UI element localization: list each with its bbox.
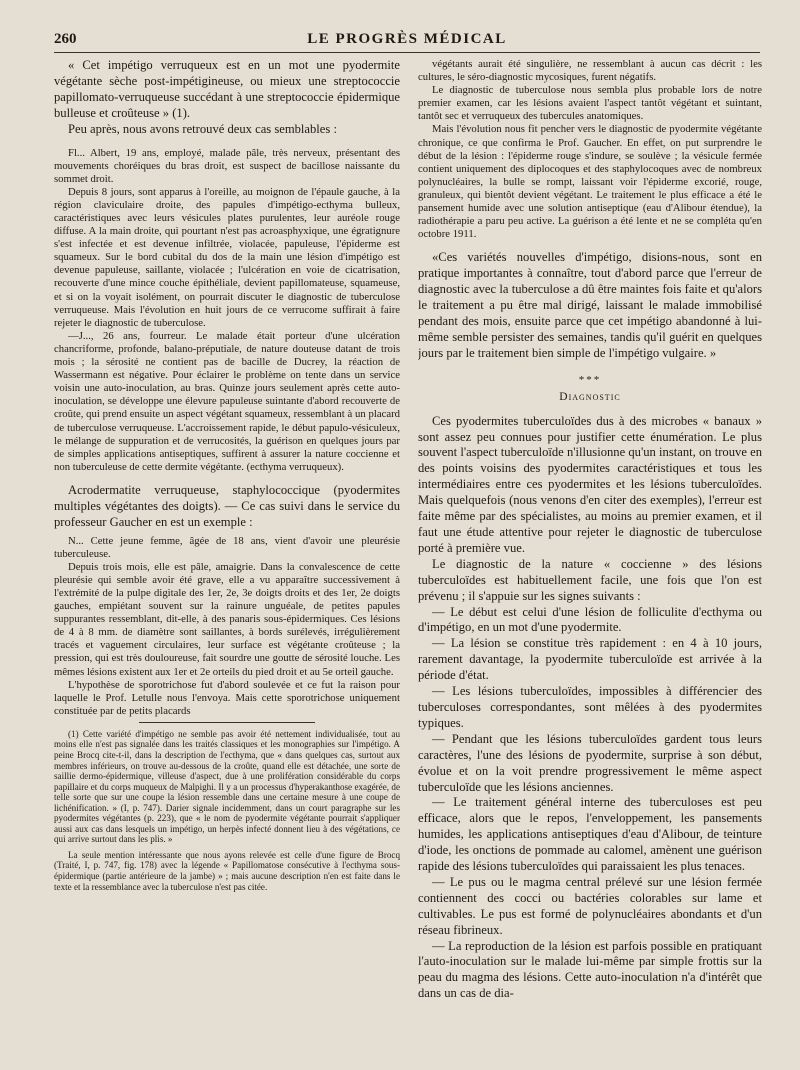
page-number: 260 <box>54 31 77 47</box>
diagnostic-paragraph-1: Ces pyodermites tuberculoïdes dus à des microbes « banaux » sont assez peu connues pour justifier cette énumération. Le plus souvent l'aspect tuberculoïde n'illusionne qu'un instant, on trouve en des points voisins des pyodermites caractéristiques et tous les intermédiaires entre ces pyodermites et les lésions tuberculoïdes. Mais quelquefois (nous venons d'en citer des exemples), l'erreur est faite même par des spécialistes, au moins au premier examen, et il faut une étude attentive pour rejeter le diagnostic de tuberculose porté à première vue. <box>418 413 762 555</box>
diagnostic-sign-7: — La reproduction de la lésion est parfois possible en pratiquant l'auto-inoculation sur le malade lui-même par simple frottis sur la peau du magma des lésions. Cette auto-inoculation n'a d'intérêt que dans un cas de dia- <box>418 938 762 1001</box>
closing-quote-paragraph: «Ces variétés nouvelles d'impétigo, disions-nous, sont en pratique importantes à connaître, tout d'abord parce que l'erreur de diagnostic avec la tuberculose a dû être maintes fois faite et qu'alors le traitement a pu être mal dirigé, laissant le malade immobilisé pendant des mois, ensuite parce que cet impétigo abandonné à lui-même semble persister des semaines, tandis qu'il guérit en quelques jours par le traitement bien simple de l'impétigo vulgaire. » <box>418 250 762 360</box>
evolution-paragraph: Mais l'évolution nous fit pencher vers le diagnostic de pyodermite végétante chronique, ce que confirma le Prof. Gaucher. En effet, on put surprendre le début de la lésion : l'épiderme rouge s'indure, se soulève ; la vésicule fermée contient uniquement des diplocoques et des staphylocoques avec de nombreux polynucléaires, la bulle se rompt, laissant voir l'épiderme excorié, rouge, granuleux, qui bientôt devient végétant. Le traitement le plus efficace a été le pansement humide avec une solution antiseptique (eau d'Alibour étendue), la radiothérapie a paru peu active. La guérison a été lente et ne se compléta qu'en octobre 1911. <box>418 123 762 241</box>
case1-paragraph-2: Depuis 8 jours, sont apparus à l'oreille, au moignon de l'épaule gauche, à la région claviculaire droite, des papules d'impétigo-ecthyma bulleux, caractéristiques avec leurs vésicules plates purulentes, leur auréole rouge diffuse. A la main droite, qui pourtant n'est pas acroasphyxique, une égratignure s'est infectée et est devenue infiltrée, violacée, papuleuse, l'épiderme est squameux. Sur le bord cubital du dos de la main une lésion d'impétigo est devenue papuleuse, saillante, violacée ; l'ulcération en voie de cicatrisation, recouverte d'une mince couche épithéliale, devient papillomateuse, squameuse, et si on la voyait isolément, on pourrait discuter le diagnostic de tuberculose verruqueuse. Mais l'évolution en huit jours de ce verrucome suffirait à faire rejeter le diagnostic de tuberculose. <box>54 185 400 329</box>
running-title: LE PROGRÈS MÉDICAL <box>307 31 507 47</box>
case2-paragraph: —J..., 26 ans, fourreur. Le malade était porteur d'une ulcération chancriforme, profonde, balano-préputiale, de nature douteuse datant de trois mois ; la sérosité ne contient pas de bacille de Ducrey, la réaction de Wassermann est négative. Pour éclairer le problème on tente dans un service voisin une auto-inoculation, au bras. Quinze jours seulement après cette auto-inoculation, se développe une élevure papuleuse suintante d'abord recouverte de croûte, qui prend ensuite un aspect végétant squameux, ressemblant à un placard de tuberculose verruqueuse. L'accroissement rapide, le début papulo-vésiculeux, le mélange de suppuration et de verrucosités, la guérison en quelques jours par de simples applications antiseptiques, suffirent à assurer la nature coccienne et non tuberculeuse de cette dermite végétante. (ecthyma verruqueux). <box>54 329 400 473</box>
quote-paragraph: « Cet impétigo verruqueux est en un mot une pyodermite végétante sèche post-impétigineuse, ou mieux une streptococcie papillomato-verruqueuse succédant à une streptococcie épidermique bulleuse et croûteuse » (1). <box>54 58 400 120</box>
right-column <box>418 58 762 1058</box>
diagnosis-paragraph: Le diagnostic de tuberculose nous sembla plus probable lors de notre premier examen, car les lésions avaient l'aspect tantôt végétant et suintant, tantôt sec et verruqueux des tubercules anatomiques. <box>418 84 762 123</box>
footnote-1: (1) Cette variété d'impétigo ne semble pas avoir été nettement individualisée, tout au moins elle n'est pas signalée dans les traités classiques et les monographies sur l'impétigo. A peine Brocq cite-t-il, dans la description de l'ecthyma, que « dans quelques cas, surtout aux membres inférieurs, on trouve au-dessous de la croûte, quand elle est détachée, une sorte de saillie dermo-épidermique, villeuse d'aspect, due à une prolifération considérable du corps papillaire et du corps muqueux de Malpighi. Il y a un processus d'hyperakanthose exagérée, de telle sorte que sur une coupe la lésion ressemble dans une certaine mesure à une coupe de lichénification. » (I, p. 747). Darier signale incidemment, dans un court paragraphe sur les pyodermites végétantes (p. 223), que « le nom de pyodermite végétante pourrait s'appliquer aussi aux cas dans lesquels un impétigo, un herpès infecté donnent lieu à des végétations, ce qui arrive surtout dans les plis. » <box>54 728 400 845</box>
page-header <box>54 31 760 51</box>
case3-paragraph: N... Cette jeune femme, âgée de 18 ans, vient d'avoir une pleurésie tuberculeuse. <box>54 534 400 560</box>
diagnostic-paragraph-2: Le diagnostic de la nature « coccienne » des lésions tuberculoïdes est habituellement facile, une fois que l'on est prévenu ; il s'appuie sur les signes suivants : <box>418 556 762 603</box>
case3-paragraph-3: L'hypothèse de sporotrichose fut d'abord soulevée et ce fut la raison pour laquelle le Prof. Letulle nous l'envoya. Mais cette sporotrichose uniquement constituée par de petits placards <box>54 678 400 717</box>
diagnostic-sign-6: — Le pus ou le magma central prélevé sur une lésion fermée contiennent des cocci ou bactéries colorables sur lame et cultivables. Le pus est formé de polynucléaires abondants et d'un réseau fibrineux. <box>418 874 762 937</box>
diagnostic-sign-1: — Le début est celui d'une lésion de folliculite d'ecthyma ou d'impétigo, en un mot d'une pyodermite. <box>418 604 762 635</box>
section-heading: Diagnostic <box>559 390 621 403</box>
header-rule <box>54 52 760 53</box>
acrodermatite-paragraph: Acrodermatite verruqueuse, staphylococcique (pyodermites multiples végétantes des doigts). — Ce cas suivi dans le service du professeur Gaucher en est un exemple : <box>54 482 400 529</box>
section-stars: *** <box>578 373 602 386</box>
case1-paragraph: Fl... Albert, 19 ans, employé, malade pâle, très nerveux, présentant des mouvements choréiques du bras droit, est suspect de bacillose naissante du sommet droit. <box>54 146 400 185</box>
diagnostic-sign-3: — Les lésions tuberculoïdes, impossibles à différencier des tuberculoses correspondantes, sont mêlées à des pyodermites typiques. <box>418 684 762 730</box>
diagnostic-sign-2: — La lésion se constitue très rapidement : en 4 à 10 jours, rarement davantage, la pyodermite tuberculoïde est arrivée à la période d'état. <box>418 636 762 683</box>
diagnostic-sign-5: — Le traitement général interne des tuberculoses est peu efficace, alors que le repos, l'enveloppement, les pansements humides, les applications antiseptiques d'eau d'Alibour, de teinture d'iode, les onctions de pommade au calomel, amènent une guérison rapide des lésions tuberculoïdes qui paraissaient les plus tenaces. <box>418 795 762 874</box>
diagnostic-sign-4: — Pendant que les lésions tuberculoïdes gardent tous leurs caractères, l'une des lésions de pyodermite, surprise à son début, évolue et on la voit prendre progressivement le même aspect tuberculoïde que les lésions anciennes. <box>418 731 762 794</box>
case3-paragraph-2: Depuis trois mois, elle est pâle, amaigrie. Dans la convalescence de cette pleurésie qui semble avoir été grave, elle a vu apparaître successivement à l'extrémité de la pulpe digitale des 1er, 2e, 3e doigts droits et des 1er, 2e doigts gauches, empiétant souvent sur la rainure unguéale, de petites papules suppurantes ressemblant, dit-elle, à des panaris sous-épidermiques. Ces lésions de 4 à 8 mm. de diamètre sont saillantes, à bords surélevés, irrégulièrement tracés et vaguement circulaires, leur surface est végétante croûteuse ; la pression, qui est très douloureuse, fait sourdre une goutte de sérosité louche. Les mêmes lésions existent aux 1er et 2e orteils du pied droit et au 5e orteil gauche. <box>54 560 400 678</box>
intro-paragraph: Peu après, nous avons retrouvé deux cas semblables : <box>68 121 337 136</box>
footnote-2: La seule mention intéressante que nous ayons relevée est celle d'une figure de Brocq (Traité, I, p. 747, fig. 178) avec la légende « Papillomatose consécutive à l'ecthyma sous-épidermique (partie antérieure de la jambe) » ; mais aucune description n'en est faite dans le texte et la ressemblance avec la tuberculose n'est pas citée. <box>54 849 400 892</box>
footnote-divider <box>139 722 315 723</box>
continuation-paragraph: végétants aurait été singulière, ne ressemblant à aucun cas décrit : les cultures, le séro-diagnostic mycosiques, furent négatifs. <box>418 58 762 84</box>
left-column <box>54 58 400 1058</box>
